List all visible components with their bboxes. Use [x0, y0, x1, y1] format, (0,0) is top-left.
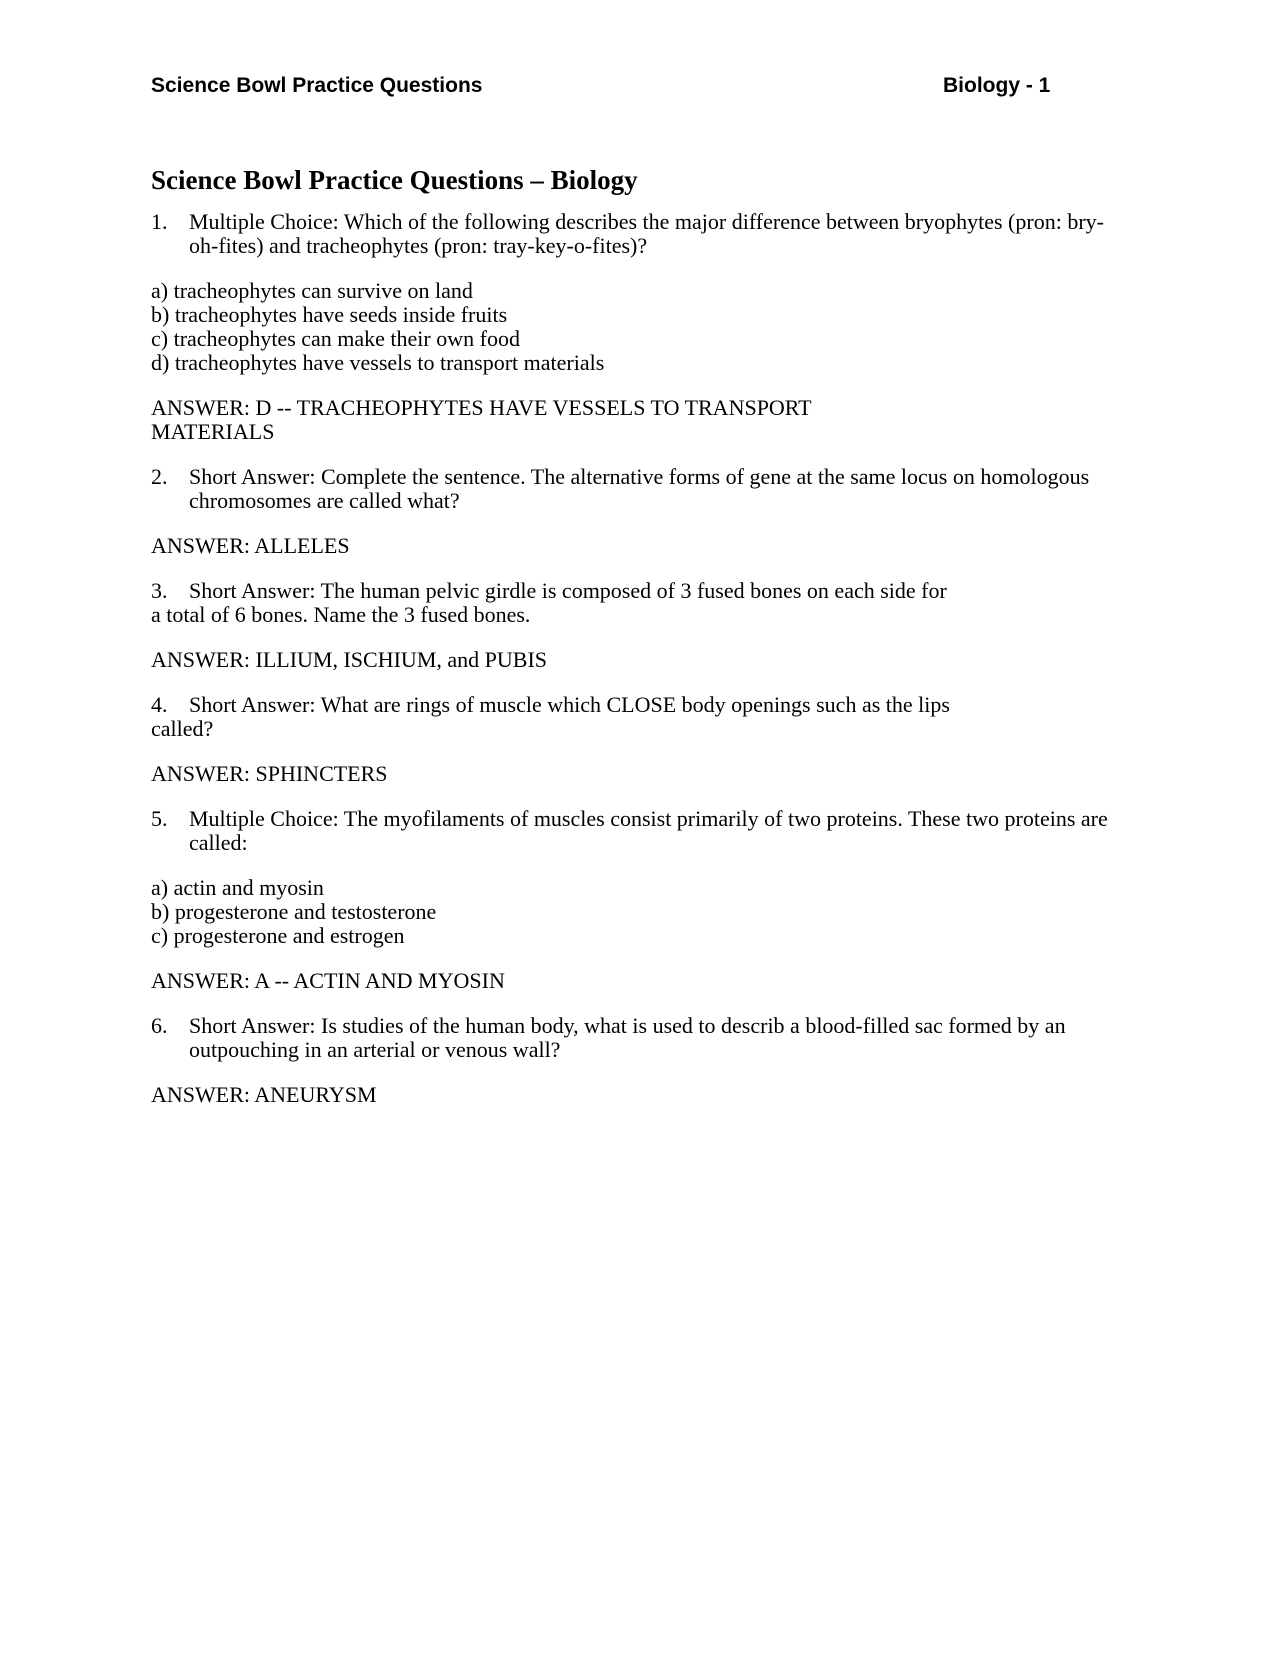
choice-a: a) actin and myosin — [151, 875, 324, 900]
choice-c: c) progesterone and estrogen — [151, 923, 405, 948]
header-page-label: Biology - 1 — [943, 74, 1051, 97]
choices-list — [151, 279, 1131, 375]
question-1 — [151, 210, 1131, 258]
question-text: Short Answer: Is studies of the human body, what is used to describ a blood-filled sac formed by an outpouching in an arterial or venous wall? — [189, 1013, 1066, 1062]
question-number: 1. — [151, 209, 168, 234]
question-2 — [151, 465, 1131, 513]
header-title: Science Bowl Practice Questions — [151, 74, 483, 97]
question-number: 2. — [151, 464, 168, 489]
question-4 — [151, 693, 1131, 741]
question-6 — [151, 1014, 1131, 1062]
document-body — [151, 164, 1131, 1128]
question-text: Multiple Choice: The myofilaments of muscles consist primarily of two proteins. These two proteins are called: — [189, 806, 1108, 855]
answer-6: ANSWER: ANEURYSM — [151, 1082, 377, 1107]
question-number: 4. — [151, 692, 168, 717]
choices-list — [151, 876, 1131, 948]
answer-5: ANSWER: A -- ACTIN AND MYOSIN — [151, 968, 505, 993]
question-number: 6. — [151, 1013, 168, 1038]
choice-b: b) tracheophytes have seeds inside fruits — [151, 302, 508, 327]
question-5 — [151, 807, 1131, 855]
answer-3: ANSWER: ILLIUM, ISCHIUM, and PUBIS — [151, 647, 547, 672]
answer-2: ANSWER: ALLELES — [151, 533, 350, 558]
question-number: 5. — [151, 806, 168, 831]
answer-4: ANSWER: SPHINCTERS — [151, 761, 388, 786]
choice-a: a) tracheophytes can survive on land — [151, 278, 473, 303]
question-number: 3. — [151, 578, 168, 603]
answer-1: ANSWER: D -- TRACHEOPHYTES HAVE VESSELS TO TRANSPORT MATERIALS — [151, 395, 812, 444]
choice-c: c) tracheophytes can make their own food — [151, 326, 520, 351]
question-text: Short Answer: What are rings of muscle which CLOSE body openings such as the lips called? — [151, 692, 950, 741]
question-text: Short Answer: The human pelvic girdle is composed of 3 fused bones on each side for a total of 6 bones. Name the 3 fused bones. — [151, 578, 947, 627]
document-title: Science Bowl Practice Questions – Biology — [151, 165, 638, 195]
question-text: Short Answer: Complete the sentence. The alternative forms of gene at the same locus on homologous chromosomes are called what? — [189, 464, 1090, 513]
question-text: Multiple Choice: Which of the following describes the major difference between bryophytes (pron: bry-oh-fites) and tracheophytes (pron: tray-key-o-fites)? — [189, 209, 1104, 258]
choice-d: d) tracheophytes have vessels to transport materials — [151, 350, 605, 375]
choice-b: b) progesterone and testosterone — [151, 899, 437, 924]
question-3 — [151, 579, 1131, 627]
